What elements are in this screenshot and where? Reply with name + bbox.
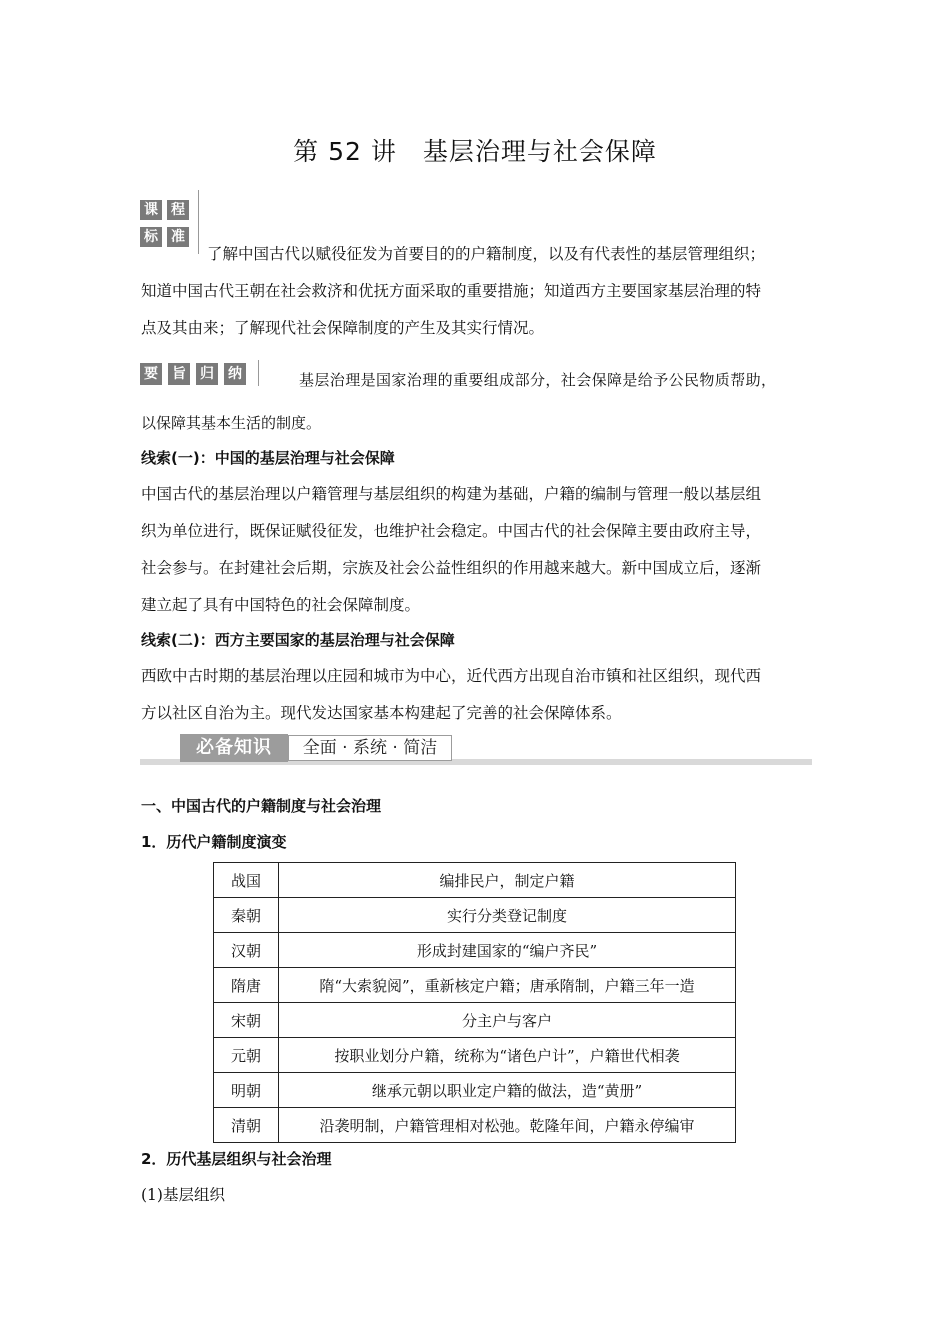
table-row [214, 1073, 736, 1108]
table-row [214, 1108, 736, 1143]
dynasty-cell: 战国 [214, 863, 279, 898]
clue-heading: 线索(一)：中国的基层治理与社会保障 [141, 449, 395, 467]
policy-cell: 继承元朝以职业定户籍的做法，造“黄册” [279, 1073, 736, 1108]
text-line: 西欧中古时期的基层治理以庄园和城市为中心，近代西方出现自治市镇和社区组织，现代西 [141, 667, 762, 685]
text-line: 知道中国古代王朝在社会救济和优抚方面采取的重要措施；知道西方主要国家基层治理的特 [141, 282, 762, 300]
section-one [141, 788, 816, 860]
dynasty-cell: 明朝 [214, 1073, 279, 1108]
household-registration-table [213, 862, 736, 1143]
table-row [214, 1038, 736, 1073]
badge-char: 旨 [168, 363, 190, 385]
policy-cell: 分主户与客户 [279, 1003, 736, 1038]
dynasty-cell: 宋朝 [214, 1003, 279, 1038]
badge-char: 程 [167, 200, 189, 220]
text-line: (1)基层组织 [141, 1186, 225, 1204]
curriculum-standard-text [141, 236, 816, 347]
summary-text [141, 362, 816, 442]
section-one-continued [141, 1141, 816, 1214]
essential-knowledge-banner [140, 733, 812, 767]
clue-one [141, 440, 816, 624]
badge-char: 课 [140, 200, 162, 220]
text-line: 基层治理是国家治理的重要组成部分，社会保障是给予公民物质帮助， [299, 371, 777, 389]
policy-cell: 沿袭明制，户籍管理相对松弛。乾隆年间，户籍永停编审 [279, 1108, 736, 1143]
dynasty-cell: 元朝 [214, 1038, 279, 1073]
table-row [214, 1003, 736, 1038]
dynasty-cell: 清朝 [214, 1108, 279, 1143]
clue-two [141, 622, 816, 732]
text-line: 点及其由来；了解现代社会保障制度的产生及其实行情况。 [141, 319, 545, 337]
table-row [214, 933, 736, 968]
subsection-heading: 2．历代基层组织与社会治理 [141, 1150, 332, 1168]
dynasty-cell: 汉朝 [214, 933, 279, 968]
table-row [214, 863, 736, 898]
text-line: 方以社区自治为主。现代发达国家基本构建起了完善的社会保障体系。 [141, 704, 622, 722]
section-heading: 一、中国古代的户籍制度与社会治理 [141, 797, 382, 815]
badge-char: 要 [140, 363, 162, 385]
policy-cell: 隋“大索貌阅”，重新核定户籍；唐承隋制，户籍三年一造 [279, 968, 736, 1003]
policy-cell: 形成封建国家的“编户齐民” [279, 933, 736, 968]
dynasty-cell: 隋唐 [214, 968, 279, 1003]
policy-cell: 按职业划分户籍，统称为“诸色户计”，户籍世代相袭 [279, 1038, 736, 1073]
text-line: 了解中国古代以赋役征发为首要目的的户籍制度，以及有代表性的基层管理组织； [207, 245, 766, 263]
policy-cell: 编排民户，制定户籍 [279, 863, 736, 898]
subsection-heading: 1．历代户籍制度演变 [141, 833, 287, 851]
policy-cell: 实行分类登记制度 [279, 898, 736, 933]
banner-subtitle: 全面 · 系统 · 简洁 [288, 735, 452, 761]
text-line: 中国古代的基层治理以户籍管理与基层组织的构建为基础，户籍的编制与管理一般以基层组 [141, 485, 762, 503]
text-line: 以保障其基本生活的制度。 [141, 414, 322, 432]
banner-title: 必备知识 [180, 734, 288, 762]
badge-char: 准 [167, 227, 189, 247]
text-line: 社会参与。在封建社会后期，宗族及社会公益性组织的作用越来越大。新中国成立后，逐渐 [141, 559, 762, 577]
table-row [214, 898, 736, 933]
badge-char: 归 [196, 363, 218, 385]
clue-heading: 线索(二)：西方主要国家的基层治理与社会保障 [141, 631, 455, 649]
badge-char: 标 [140, 227, 162, 247]
table-row [214, 968, 736, 1003]
page-title: 第 52 讲 基层治理与社会保障 [293, 137, 657, 166]
text-line: 织为单位进行，既保证赋役征发，也维护社会稳定。中国古代的社会保障主要由政府主导， [141, 522, 762, 540]
text-line: 建立起了具有中国特色的社会保障制度。 [141, 596, 421, 614]
badge-char: 纳 [224, 363, 246, 385]
dynasty-cell: 秦朝 [214, 898, 279, 933]
